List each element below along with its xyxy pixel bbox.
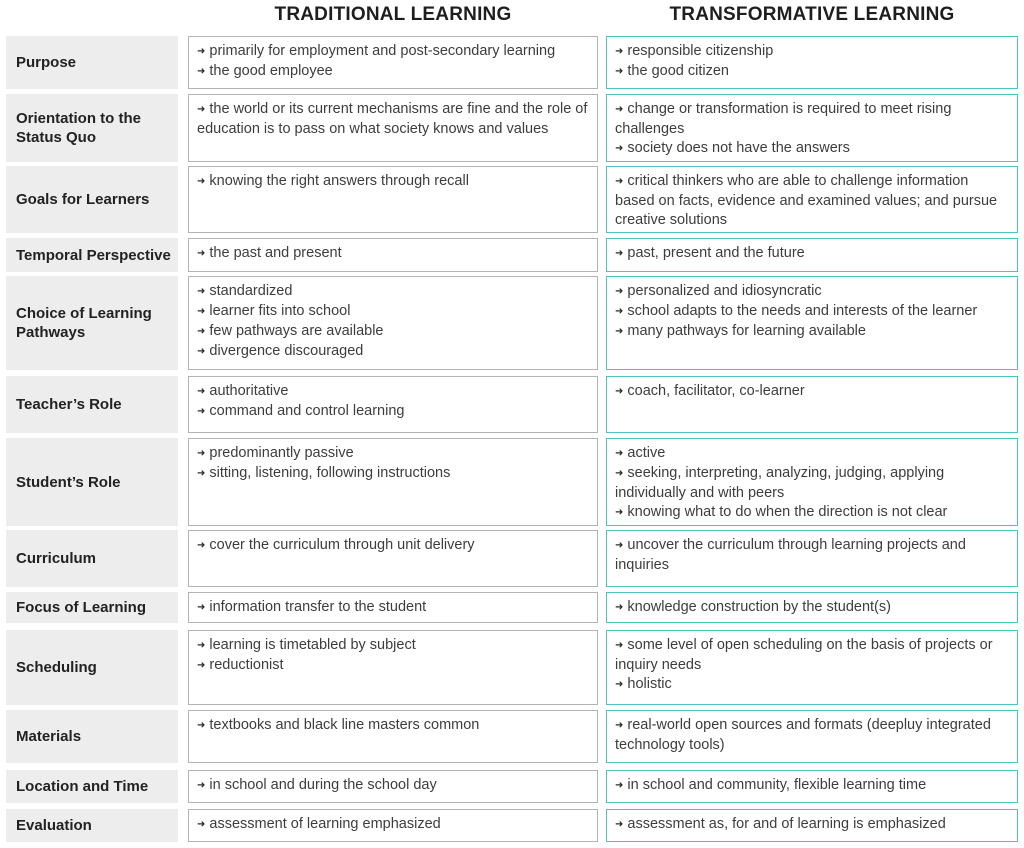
bullet-text: textbooks and black line masters common: [209, 717, 480, 733]
bullet-text: some level of open scheduling on the basis of projects or inquiry needs: [615, 637, 993, 673]
bullet-text: in school and during the school day: [209, 777, 437, 793]
bullet-item: [615, 172, 1009, 230]
bullet-item: [615, 716, 1009, 755]
bullet-text: holistic: [627, 676, 672, 692]
bullet-text: active: [627, 445, 666, 461]
traditional-cell: [188, 36, 598, 89]
arrow-right-icon: ➜: [615, 46, 624, 57]
bullet-text: in school and community, flexible learning time: [627, 777, 927, 793]
arrow-right-icon: ➜: [615, 448, 624, 459]
bullet-item: [197, 302, 589, 322]
arrow-right-icon: ➜: [197, 326, 206, 337]
bullet-text: knowing what to do when the direction is not clear: [627, 504, 948, 520]
arrow-right-icon: ➜: [197, 248, 206, 259]
arrow-right-icon: ➜: [197, 46, 206, 57]
traditional-cell: [188, 770, 598, 803]
arrow-right-icon: ➜: [197, 346, 206, 357]
bullet-text: information transfer to the student: [209, 599, 427, 615]
bullet-item: [615, 636, 1009, 675]
arrow-right-icon: ➜: [197, 176, 206, 187]
transformative-cell: [606, 710, 1018, 763]
bullet-item: [615, 776, 1009, 796]
arrow-right-icon: ➜: [615, 176, 624, 187]
bullet-text: knowledge construction by the student(s): [627, 599, 891, 615]
arrow-right-icon: ➜: [197, 660, 206, 671]
bullet-text: assessment as, for and of learning is emphasized: [627, 816, 946, 832]
bullet-item: [197, 382, 589, 402]
bullet-text: sitting, listening, following instructions: [209, 465, 451, 481]
traditional-cell: [188, 809, 598, 842]
bullet-item: [197, 100, 589, 139]
row-label: Scheduling: [6, 630, 178, 705]
arrow-right-icon: ➜: [615, 143, 624, 154]
row-label: Focus of Learning: [6, 592, 178, 623]
row-label: Evaluation: [6, 809, 178, 842]
arrow-right-icon: ➜: [197, 66, 206, 77]
bullet-item: [197, 636, 589, 656]
traditional-cell: [188, 276, 598, 370]
traditional-cell: [188, 166, 598, 233]
arrow-right-icon: ➜: [197, 104, 206, 115]
bullet-text: many pathways for learning available: [627, 323, 866, 339]
traditional-cell: [188, 630, 598, 705]
row-label: Materials: [6, 710, 178, 763]
bullet-text: learner fits into school: [209, 303, 351, 319]
bullet-item: [197, 172, 589, 192]
arrow-right-icon: ➜: [615, 306, 624, 317]
bullet-item: [197, 464, 589, 484]
arrow-right-icon: ➜: [197, 286, 206, 297]
bullet-text: authoritative: [209, 383, 289, 399]
bullet-item: [197, 815, 589, 835]
arrow-right-icon: ➜: [197, 640, 206, 651]
bullet-item: [615, 598, 1009, 618]
bullet-text: responsible citizenship: [627, 43, 774, 59]
transformative-cell: [606, 276, 1018, 370]
row-label: Teacher’s Role: [6, 376, 178, 433]
row-label: Orientation to the Status Quo: [6, 94, 178, 162]
arrow-right-icon: ➜: [615, 326, 624, 337]
bullet-text: seeking, interpreting, analyzing, judging, applying individually and with peers: [615, 465, 945, 501]
row-label: Choice of Learning Pathways: [6, 276, 178, 370]
bullet-item: [615, 464, 1009, 503]
bullet-item: [615, 139, 1009, 159]
traditional-cell: [188, 376, 598, 433]
transformative-cell: [606, 770, 1018, 803]
bullet-text: divergence discouraged: [209, 343, 364, 359]
row-label: Student’s Role: [6, 438, 178, 526]
bullet-item: [197, 342, 589, 362]
arrow-right-icon: ➜: [197, 306, 206, 317]
bullet-text: personalized and idiosyncratic: [627, 283, 822, 299]
transformative-cell: [606, 36, 1018, 89]
arrow-right-icon: ➜: [615, 507, 624, 518]
bullet-text: cover the curriculum through unit delivery: [209, 537, 475, 553]
transformative-cell: [606, 94, 1018, 162]
bullet-item: [197, 42, 589, 62]
arrow-right-icon: ➜: [615, 386, 624, 397]
bullet-text: real-world open sources and formats (deepluy integrated technology tools): [615, 717, 991, 753]
bullet-item: [197, 444, 589, 464]
arrow-right-icon: ➜: [197, 819, 206, 830]
bullet-item: [197, 716, 589, 736]
bullet-text: the world or its current mechanisms are fine and the role of education is to pass on what society knows and values: [197, 101, 588, 137]
arrow-right-icon: ➜: [197, 386, 206, 397]
bullet-text: school adapts to the needs and interests of the learner: [627, 303, 978, 319]
bullet-item: [615, 42, 1009, 62]
arrow-right-icon: ➜: [197, 468, 206, 479]
bullet-text: few pathways are available: [209, 323, 384, 339]
row-label: Curriculum: [6, 530, 178, 587]
bullet-item: [615, 815, 1009, 835]
arrow-right-icon: ➜: [615, 286, 624, 297]
arrow-right-icon: ➜: [615, 819, 624, 830]
bullet-text: command and control learning: [209, 403, 405, 419]
bullet-text: past, present and the future: [627, 245, 805, 261]
bullet-text: critical thinkers who are able to challenge information based on facts, evidence and examined values; and pursue creative solutions: [615, 173, 998, 228]
bullet-text: coach, facilitator, co-learner: [627, 383, 805, 399]
transformative-cell: [606, 592, 1018, 623]
arrow-right-icon: ➜: [197, 602, 206, 613]
row-label: Temporal Perspective: [6, 238, 178, 272]
arrow-right-icon: ➜: [615, 640, 624, 651]
bullet-item: [197, 776, 589, 796]
bullet-item: [615, 282, 1009, 302]
row-label: Purpose: [6, 36, 178, 89]
transformative-cell: [606, 630, 1018, 705]
arrow-right-icon: ➜: [615, 602, 624, 613]
arrow-right-icon: ➜: [197, 448, 206, 459]
bullet-item: [197, 282, 589, 302]
bullet-item: [197, 244, 589, 264]
bullet-item: [615, 536, 1009, 575]
bullet-text: change or transformation is required to meet rising challenges: [615, 101, 952, 137]
bullet-text: society does not have the answers: [627, 140, 850, 156]
bullet-item: [615, 244, 1009, 264]
bullet-text: uncover the curriculum through learning projects and inquiries: [615, 537, 966, 573]
traditional-cell: [188, 710, 598, 763]
bullet-item: [615, 322, 1009, 342]
bullet-text: standardized: [209, 283, 293, 299]
transformative-cell: [606, 238, 1018, 272]
arrow-right-icon: ➜: [197, 540, 206, 551]
bullet-item: [615, 503, 1009, 523]
arrow-right-icon: ➜: [615, 66, 624, 77]
transformative-cell: [606, 376, 1018, 433]
arrow-right-icon: ➜: [615, 679, 624, 690]
bullet-item: [615, 444, 1009, 464]
bullet-text: predominantly passive: [209, 445, 354, 461]
bullet-item: [197, 656, 589, 676]
transformative-cell: [606, 438, 1018, 526]
bullet-text: knowing the right answers through recall: [209, 173, 469, 189]
arrow-right-icon: ➜: [615, 720, 624, 731]
bullet-text: the good employee: [209, 63, 333, 79]
traditional-learning-header: TRADITIONAL LEARNING: [274, 4, 512, 25]
traditional-cell: [188, 438, 598, 526]
traditional-cell: [188, 238, 598, 272]
bullet-text: the good citizen: [627, 63, 729, 79]
arrow-right-icon: ➜: [197, 720, 206, 731]
arrow-right-icon: ➜: [197, 780, 206, 791]
bullet-text: reductionist: [209, 657, 284, 673]
bullet-item: [615, 302, 1009, 322]
bullet-text: assessment of learning emphasized: [209, 816, 441, 832]
bullet-item: [197, 62, 589, 82]
transformative-learning-header: TRANSFORMATIVE LEARNING: [669, 4, 955, 25]
arrow-right-icon: ➜: [615, 540, 624, 551]
arrow-right-icon: ➜: [615, 468, 624, 479]
bullet-item: [197, 402, 589, 422]
bullet-item: [615, 100, 1009, 139]
traditional-cell: [188, 592, 598, 623]
bullet-text: learning is timetabled by subject: [209, 637, 416, 653]
bullet-item: [615, 675, 1009, 695]
transformative-cell: [606, 166, 1018, 233]
bullet-item: [197, 598, 589, 618]
bullet-text: the past and present: [209, 245, 342, 261]
row-label: Goals for Learners: [6, 166, 178, 233]
traditional-cell: [188, 94, 598, 162]
bullet-item: [197, 536, 589, 556]
transformative-cell: [606, 809, 1018, 842]
transformative-cell: [606, 530, 1018, 587]
bullet-item: [615, 382, 1009, 402]
arrow-right-icon: ➜: [615, 104, 624, 115]
row-label: Location and Time: [6, 770, 178, 803]
arrow-right-icon: ➜: [615, 780, 624, 791]
bullet-item: [197, 322, 589, 342]
arrow-right-icon: ➜: [615, 248, 624, 259]
traditional-cell: [188, 530, 598, 587]
arrow-right-icon: ➜: [197, 406, 206, 417]
bullet-item: [615, 62, 1009, 82]
bullet-text: primarily for employment and post-secondary learning: [209, 43, 556, 59]
